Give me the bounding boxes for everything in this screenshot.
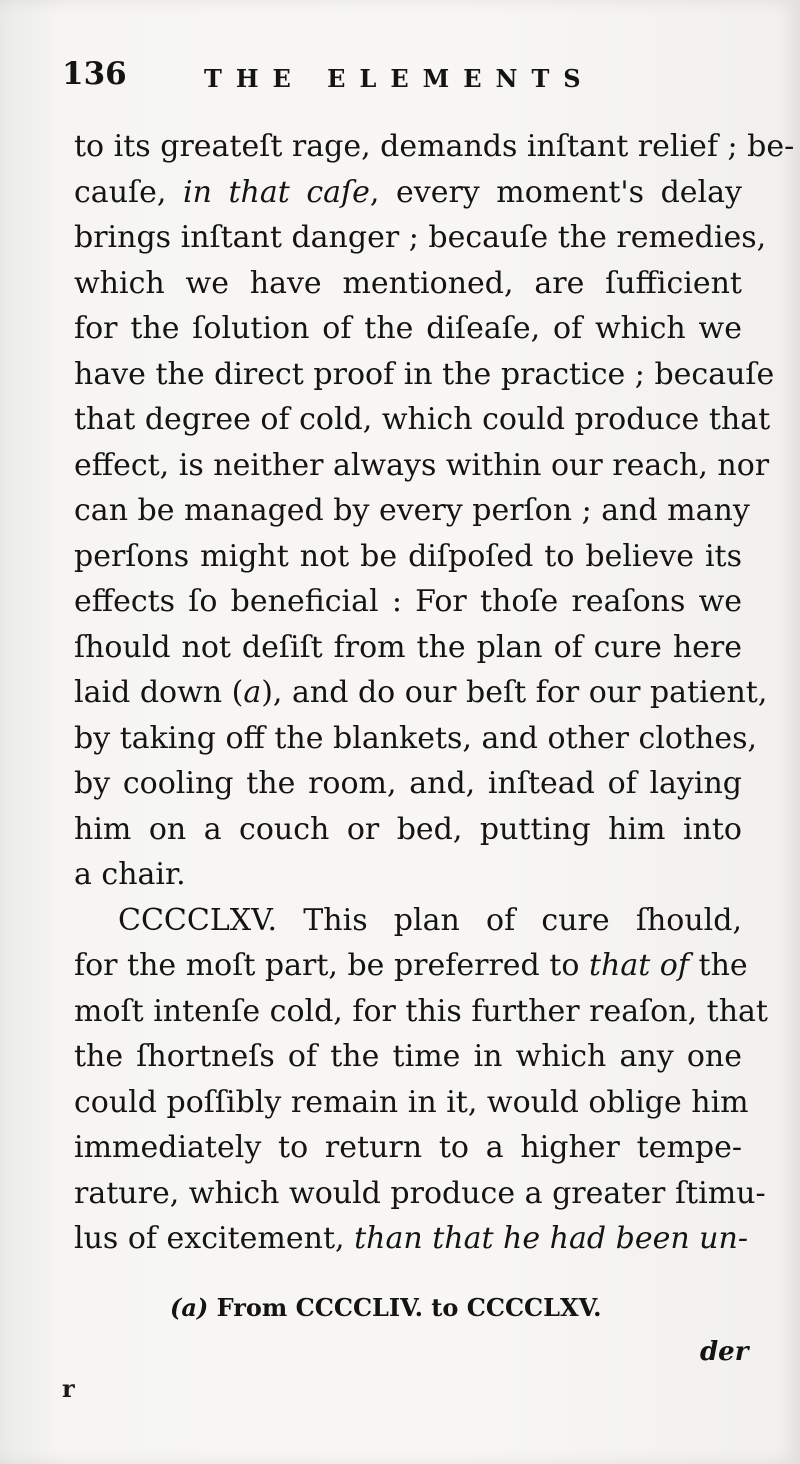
- text-run: effect, is neither always within our reach, nor: [74, 447, 770, 483]
- text-run: moſt intenſe cold, for this further reaſon, that: [74, 993, 768, 1029]
- catchword: der: [700, 1337, 749, 1367]
- paragraph2-line: [74, 943, 748, 989]
- page-number: 136: [62, 56, 127, 92]
- text-run: the ſhortneſs of the time in which any one: [74, 1039, 742, 1074]
- text-run: which we have mentioned, are ſufficient: [74, 265, 742, 301]
- text-run: for the moſt part, be preferred to: [74, 948, 589, 983]
- text-run: , every moment's delay: [369, 174, 742, 210]
- paragraph2-line: [74, 1216, 748, 1262]
- text-run: him on a couch or bed, putting him into: [74, 811, 742, 847]
- footnote: [170, 1292, 690, 1324]
- text-run: for the ſolution of the diſeaſe, of which we: [74, 311, 742, 346]
- text-run: that degree of cold, which could produce that: [74, 402, 771, 437]
- footnote-mark: (a): [170, 1293, 209, 1322]
- text-run: a chair.: [74, 857, 186, 892]
- text-run: could poſſibly remain in it, would oblige him: [74, 1084, 749, 1120]
- paragraph1-line: [74, 761, 742, 807]
- paragraph1-line: [74, 306, 742, 352]
- paragraph-1: [74, 124, 795, 898]
- text-run: can be managed by every perſon ; and many: [74, 493, 750, 528]
- italic-text: that of: [588, 948, 689, 983]
- paragraph2-line: [74, 1171, 766, 1217]
- paragraph2-line: [74, 989, 768, 1035]
- text-run: perſons might not be diſpoſed to believe its: [74, 538, 742, 574]
- text-run: brings inſtant danger ; becauſe the remedies,: [74, 220, 767, 255]
- text-run: the: [688, 948, 748, 983]
- italic-text: than that he had been un-: [354, 1221, 748, 1256]
- paragraph1-line: [74, 852, 742, 898]
- paragraph2-line: [74, 1080, 749, 1126]
- paragraph1-line: [74, 124, 795, 170]
- text-run: ſhould not deſiſt from the plan of cure here: [74, 629, 742, 665]
- text-run: cauſe,: [74, 174, 183, 210]
- paragraph1-line: [74, 534, 742, 580]
- footnote-text: From CCCCLIV. to CCCCLXV.: [208, 1293, 602, 1322]
- paragraph1-line: [74, 716, 758, 762]
- paragraph1-line: [74, 397, 771, 443]
- paragraph1-line: [74, 352, 775, 398]
- text-run: laid down (: [74, 675, 244, 710]
- italic-text: in that caſe: [182, 174, 370, 210]
- paragraph1-line: [74, 215, 767, 261]
- paragraph2-line: [74, 1125, 742, 1171]
- text-run: to its greateſt rage, demands inſtant relief ; be-: [74, 129, 795, 164]
- text-run: by cooling the room, and, inſtead of laying: [74, 766, 742, 801]
- corner-mark: r: [62, 1374, 75, 1403]
- text-run: immediately to return to a higher tempe-: [74, 1130, 742, 1165]
- italic-text: a: [243, 675, 262, 710]
- text-run: CCCCLXV. This plan of cure ſhould,: [118, 902, 742, 938]
- paragraph1-line: [74, 670, 768, 716]
- paragraph2-line: [74, 898, 742, 944]
- body-text: [74, 124, 795, 1262]
- paragraph1-line: [74, 443, 770, 489]
- text-run: have the direct proof in the practice ; becauſe: [74, 356, 775, 392]
- paragraph1-line: [74, 488, 750, 534]
- paragraph2-line: [74, 1034, 742, 1080]
- paragraph1-line: [74, 170, 742, 216]
- paragraph-2: [74, 898, 768, 1262]
- text-run: lus of excitement,: [74, 1221, 355, 1256]
- text-run: rature, which would produce a greater ſtimu-: [74, 1175, 766, 1211]
- paragraph1-line: [74, 579, 742, 625]
- paragraph1-line: [74, 261, 742, 307]
- text-run: ), and do our beſt for our patient,: [261, 675, 768, 710]
- text-run: by taking off the blankets, and other clothes,: [74, 720, 758, 756]
- running-head: [62, 56, 742, 98]
- paragraph1-line: [74, 625, 742, 671]
- paragraph1-line: [74, 807, 742, 853]
- running-title: THE ELEMENTS: [204, 64, 595, 93]
- text-run: effects ſo beneficial : For thoſe reaſons we: [74, 584, 742, 619]
